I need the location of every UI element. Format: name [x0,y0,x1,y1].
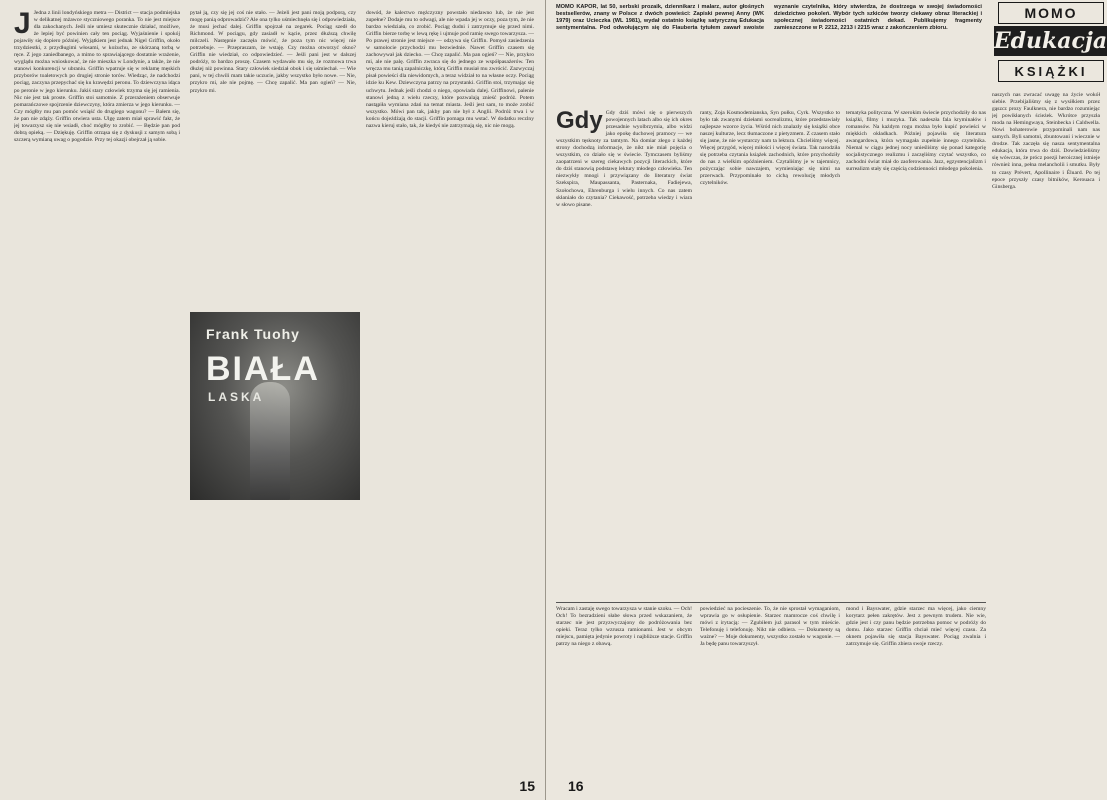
right-page [546,0,1107,800]
right-column-4-text: naszych nas zwracać uwagę na życie wokół siebie. Przebijaliśmy się z wysiłkiem przez gąszcz prozy Faulknera, nie bardzo rozumiejąc jej powikłanych ścieżek. Wkrótce przyszła moda na Hemingwaya, Steinbecka i Caldwella. Nowi bohaterowie przypominali nam nas samych. Byli samotni, zbuntowani i wiecznie w drodze. Tak zaczęła się nasza sentymentalna edukacja, która trwa do dziś. Dowiedzieliśmy się wówczas, że prócz poezji heroicznej istnieje również inna, pełna melancholii i smutku. Były to czasy Prévert, Apollinaire i Éluard. Po tej epoce przyszły czasy bitników, Kerouaca i Ginsberga. [992,92,1100,190]
cover-subtitle: LASKA [208,390,265,404]
article-intro [556,4,982,106]
bottom-column-3 [846,606,986,792]
cover-title: BIAŁA [206,350,320,388]
left-column-2-text: pytał ją, czy się jej coś nie stało. — Jeżeli jest pani moją podporą, czy mogę panią odprowadzić? Ale ona tylko uśmiechnęła się i odpowiedziała, że musi jechać dalej. Griffin spojrzał na zegarek. Pociąg szedł do Richmond. W pociągu, gdy zasiadł w kącie, przez dłuższą chwilę milczeli. Następnie zaczęła mówić, że poza tym nic więcej nie potrzebuje. — Przepraszam, że wstaję. Czy można otworzyć okno? Griffin nie wiedział, co odpowiedzieć. — Jeśli pani jest w dalszej podróży, to bardzo proszę. Czasem wydawało mu się, że rozmowa trwa dłużej niż powinna. Stary człowiek siedział obok i się uśmiechał. — Wie pani, w tej chwili mam takie uczucie, jakby wszystko było nowe. — Nie, przykro mi, ale nie pojmę. — Chcę zapalić. Ma pan ogień? — Nie, przykro mi. [190,10,356,94]
right-column-3 [846,110,986,600]
bottom-column-2-text: powiedzieć na pocieszenie. To, że nie sprostał wymaganiom, wprawia go w osłupienie. Starzec mamrocze coś chwilę i mówi z irytacją: — Zgubiłem już parasol w tym mieście. Telefonuję i telefonuję. Nikt nie odbiera. — Dokumenty są ważne? — Moje dokumenty, wszystko zostało w wagonie. — Ja będę panu towarzyszył. [700,606,840,648]
bottom-column-3-text: mond i Bayswater, gdzie starzec ma więcej, jako ciemny korytarz pełen zakrętów. Jest z pewnym trudem. Nie wie, gdzie jest i czy panu będzie potrzebna pomoc w podróży do domu. Jako starzec Griffin chciał mieć więcej czasu. Za oknem pojawiła się stacja Bayswater. Pociąg zwalnia i zatrzymuje się. Griffin zbiera swoje rzeczy. [846,606,986,648]
left-column-1 [14,10,180,770]
book-cover-image [190,312,360,500]
article-intro-text: MOMO KAPOR, lat 50, serbski prozaik, dziennikarz i malarz, autor głośnych bestsellerów, znany w Polsce z dwóch powieści: Zapiski pewnej Anny (WK 1979) oraz Ucieczka (WL 1981), wydał ostatnio książkę satyryczną Edukacja sentymentalna. Pod odwołującym się do Flauberta tytułem zawarł swoiste wyznanie czytelnika, który stwierdza, że dostrzega w swojej świadomości dziedzictwo pokoleń. Wybór tych szkiców tworzy ciekawy obraz literackiej i społecznej świadomości ostatnich dekad. Publikujemy fragmenty zamieszczone w P. 2212, 2213 i 2215 wraz z zakończeniem zbioru. [556,4,982,32]
page-number-left: 15 [519,778,535,794]
masthead-momo: MOMO [998,2,1104,24]
drop-word: Gdy [556,110,603,134]
left-column-1-text: Jedna z linii londyńskiego metra — District — stacja podmiejska w delikatnej mżawce styczniowego poranka. To nie jest miejsce dla zakochanych. Jeśli nie umiesz skutecznie działać, możliwe, że lepiej być powinien cały ten pociąg. Wyjaśnienie i spokój pojawiły się dopiero później. Wyjątkiem jest jednak Nigel Griffin, około trzydziestki, z przydługimi włosami, w kożuchu, ze skórzaną torbą w ręce. Z jego zaniedbanego, a mimo to sprawiającego dostatnie wrażenie, wyglądu można wnioskować, że nie mieszka w Londynie, a także, że nie stanowi konkurencji w ubraniu. Griffin wpatruje się w reklamę męskich przyborów toaletowych po drugiej stronie torów. Wiedząc, że nadchodzi pociąg, zaczyna przepychać się ku krawędzi peronu. To dziewczyna idąca po peronie w jego kierunku. Jakiś stary człowiek trzyma się jej ramienia. Nic nie jest tak proste. Griffin stoi samotnie. Z przerażeniem obserwuje pomarańczowe spojrzenie dziewczyny, która zmierza w jego kierunku. — Czy mógłby mu pan pomóc wsiąść do drugiego wagonu? — Bałem się, że pan nie zdąży. Griffin otwiera usta. Ulgę zatem miał sprawić fakt, że jej towarzysz się nie wsiadł, choć mógłby to zrobić. — Będzie pan pod dobrą opieką. — Dziękuję. Griffin otrząsa się z dyskusji z samym sobą i szczerą wymianą uwag o pogodzie. Przy tej okazji obejrzał ją sobie. [14,10,180,143]
column-masthead [990,0,1107,86]
right-column-2-text: ranty, Zoja Kosmodemianska, Syn pułku, Cyrk. Wszystko to było tak zwanymi dziełami socrealizmu, które przedstawiały najlepsze wzorce życia. Wśród nich znalazły się książki obce naszej kulturze, lecz tłumaczone z pietyzmem. Z czasem stało się jasne, że nie wystarczy nam ta lektura. Chcieliśmy więcej. Więcej przygód, więcej miłości i więcej świata. Tak narodziła się potrzeba czytania książek zachodnich, które przychodziły do nas z wielkim opóźnieniem. Czytaliśmy je w tajemnicy, pożyczając sobie nawzajem, wymieniając się nimi na przerwach. Przypominało to cichą rewolucję młodych czytelników. [700,110,840,187]
right-column-2 [700,110,840,600]
bottom-column-1 [556,606,692,792]
right-column-4 [992,92,1100,782]
right-column-1 [556,110,692,600]
masthead-edukacja: Edukacja [993,28,1107,54]
left-column-3-text: dowód, że kalectwo mężczyzny powstało niedawno lub, że nie jest zupełne? Dodaje mu to odwagi, ale nie wpada jej w oczy, poza tym, że nie bardzo wiedziała, co zrobić. Pociąg dudni i zatrzymuje się przed nimi. Griffin bierze torbę w lewą rękę i ujmuje pod ramię swego towarzysza. — Po prawej stronie jest miejsce — odzywa się Griffin. Pomysł zasiedzenia w samolocie przychodzi mu bezwiednie. Nawet Griffin czasem się zachowywał jak dziecko. — Chcę zapalić. Ma pan ogień? — Nie, przykro mi, ale nie palę. Griffin zwraca się do jednego ze współpasażerów. Ten wręcza mu tanią zapalniczkę, którą Griffin musiał mu zwrócić. Zazwyczaj pisał powieści dla niewidomych, a teraz widział to na własne oczy. Pociąg idzie ku Kew. Dziewczyna patrzy na przystanki. Griffin stoi, trzymając się uchwytu. Jednak jeśli chodzi o niego, opowiada dalej. Griffinowi, palenie stanowi jedną z wielu rzeczy, które pozwalają znieść podróż. Potem nastąpiła wymiana zdań na temat miasta. Jeśli jest sam, to może zrobić wszystko. Mówi pan tak, jakby pan nie był z Anglii. Podróż trwa i w końcu dojeżdżają do stacji. Griffin pomaga mu wstać. W dodatku reczlny nazwa kieruj stało, tak, że kiedyś nie zatrzymają się, nic nie mogą. [366,10,534,129]
drop-cap: J [14,10,31,40]
left-column-3 [366,10,534,770]
left-page [0,0,546,800]
left-column-2 [190,10,356,310]
right-column-3-text: tematyka polityczna. W szerokim świecie przychodziły do nas książki, filmy i muzyka. Tak nadeszła fala kryminałów i romansów. Na każdym rogu można było kupić powieści w miękkich okładkach. Później pojawiła się literatura awangardowa, która wymagała zupełnie innego czytelnika. Niemal w ciągu jednej nocy unieśliśmy się ponad kategorię socjalistycznego realizmu i zaczęliśmy czytać wszystko, co zachodni świat miał do zaoferowania. Jazz, egzystencjalizm i surrealizm stały się częścią codzienności młodego pokolenia. [846,110,986,173]
bottom-column-1-text: Wracam i zastaję swego towarzysza w stanie szoku. — Och! Och! To bezradzieni słabe słowa przed wskazaniem, że starzec nie jest przyzwyczajony do podróżowania bez opieki. Teraz tylko wzrusza ramionami. Jest w obcym miejscu, pamięta jedynie powroty i najbliższe stacje. Griffin patrzy na niego z obawą. [556,606,692,648]
section-divider [556,602,986,603]
masthead-ksiazki: KSIĄŻKI [998,60,1104,82]
right-column-1-text: Gdy dziś mówi się o pierwszych powojennych latach albo się ich okres przesadnie wyolbrzymia, albo widzi jako epokę duchowej pramocy — we wszystkim tęsknoty za tamtym. Na domiar złego z każdej strony dochodzą informacje, że nikt nie miał pojęcia o wszystkim, co działo się w świecie. Tymczasem byliśmy zaopatrzeni w szereg ciekawych pozycji literackich, które do dziś stanowią podstawę lektury młodego człowieka. Ten niezwykły mnogi i przywiązany do literatury świat Szekspira, Maupassanta, Pasternaka, Fadiejewa, Szołochowa, Ehrenburga i wielu innych. Co nas zatem skłaniało do czytania? Ciekawość, potrzeba wiedzy i wiara w słowo pisane. [556,110,692,208]
cover-author: Frank Tuohy [206,326,300,342]
bottom-column-2 [700,606,840,792]
page-number-right: 16 [568,778,584,794]
